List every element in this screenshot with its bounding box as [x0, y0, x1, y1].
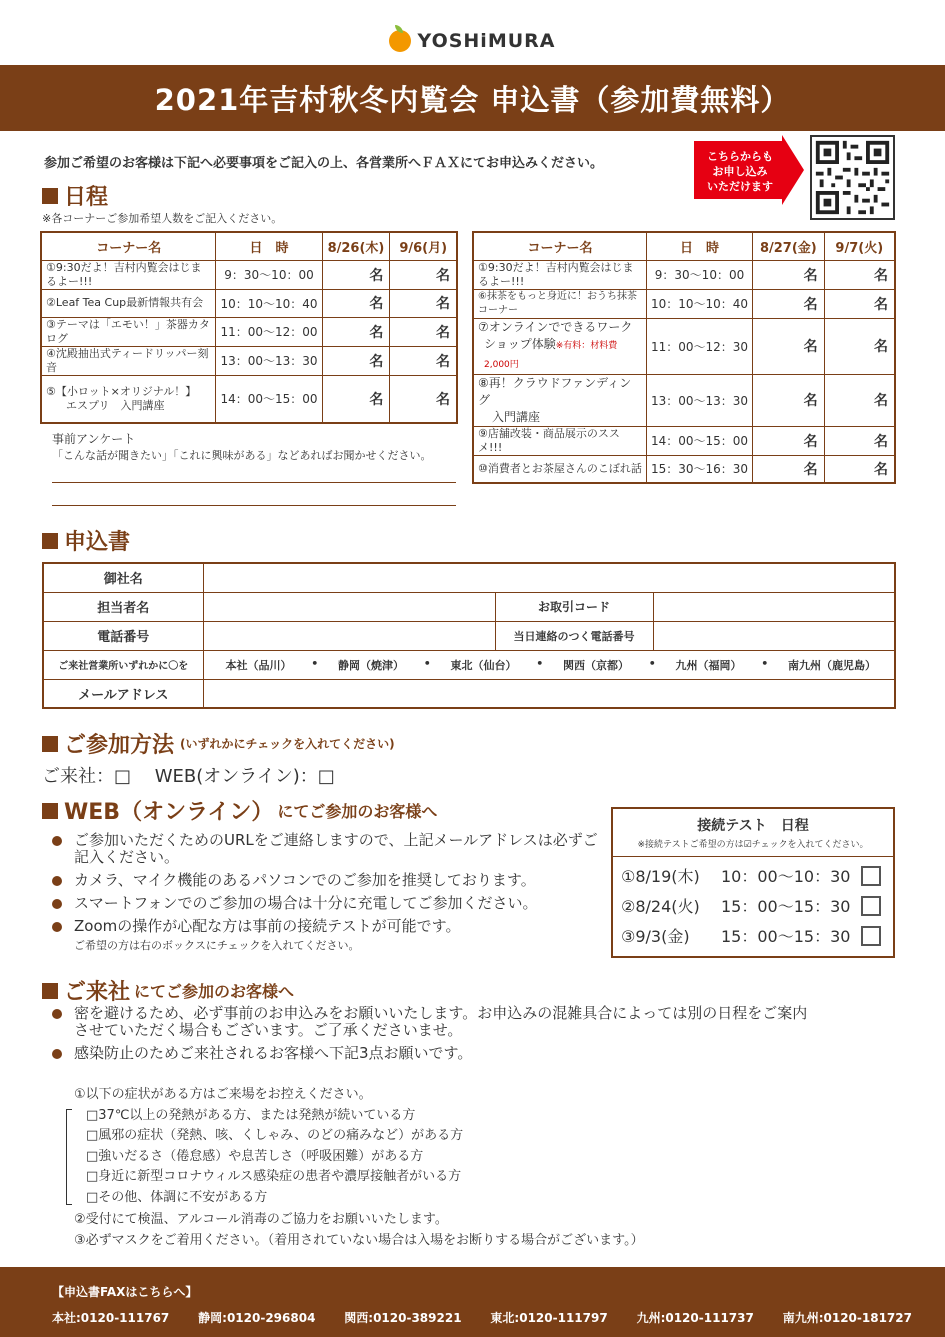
table-row: ②Leaf Tea Cup最新情報共有会 10：10〜10：40 名 名 [41, 289, 457, 317]
bracket-decoration [66, 1109, 72, 1205]
lead-text: 参加ご希望のお客様は下記へ必要事項をご記入の上、各営業所へＦＡＸにてお申込みください。 [44, 156, 604, 171]
table-row: ⑦オンラインでできるワーク ショップ体験※有料：材料費2,000円 11：00〜12：30 名 名 [473, 318, 895, 374]
logo-text: YOSHiMURA [417, 30, 556, 52]
method-options[interactable]: ご来社：□ WEB(オンライン)：□ [42, 766, 335, 787]
count-input[interactable]: 名 [753, 260, 825, 289]
list-item: □風邪の症状（発熱、咳、くしゃみ、のどの痛みなど）がある方 [86, 1128, 464, 1143]
email-field[interactable] [203, 679, 895, 708]
test-title: 接続テスト 日程 [697, 818, 809, 834]
count-input[interactable]: 名 [824, 455, 895, 483]
count-input[interactable]: 名 [390, 317, 457, 346]
table-row: ⑥抹茶をもっと身近に！おうち抹茶コーナー 10：10〜10：40 名 名 [473, 289, 895, 318]
office-option[interactable]: 静岡（焼津） [338, 658, 404, 672]
qr-callout [694, 135, 804, 205]
count-input[interactable]: 名 [753, 374, 825, 426]
count-input[interactable]: 名 [824, 260, 895, 289]
table-row: ①9:30だよ！吉村内覧会はじまるよー!!! 9：30〜10：00 名 名 [41, 260, 457, 289]
table-row: ③テーマは「エモい！」茶器カタログ 11：00〜12：00 名 名 [41, 317, 457, 346]
office-option[interactable]: 東北（仙台） [450, 658, 517, 672]
col-date2: 9/7(火) [824, 232, 895, 260]
count-input[interactable]: 名 [753, 318, 825, 374]
survey-answer-line[interactable] [52, 505, 456, 506]
survey-subtitle: 「こんな話が聞きたい」「これに興味がある」などあればお聞かせください。 [52, 449, 432, 462]
test-checkbox[interactable] [861, 896, 881, 916]
count-input[interactable]: 名 [390, 260, 457, 289]
count-input[interactable]: 名 [390, 346, 457, 375]
list-item: 密を避けるため、必ず事前のお申込みをお願いいたします。お申込みの混雑具合によっては別の日程をご案内させていただく場合もございます。ご了承くださいませ。 [52, 1005, 822, 1039]
page-title: 2021年吉村秋冬内覧会 申込書（参加費無料） [0, 65, 945, 131]
count-input[interactable]: 名 [322, 375, 390, 423]
count-input[interactable]: 名 [322, 317, 390, 346]
fax-number: 本社:0120-111767 [52, 1311, 170, 1325]
test-checkbox[interactable] [861, 866, 881, 886]
connection-test-box [611, 807, 895, 958]
qr-callout-line1: こちらからも [707, 150, 773, 163]
list-item: □強いだるさ（倦怠感）や息苦しさ（呼吸困難）がある方 [86, 1148, 424, 1164]
same-day-phone-field[interactable] [653, 621, 895, 650]
office-option[interactable]: 南九州（鹿児島） [788, 658, 876, 672]
person-label: 担当者名 [43, 592, 203, 621]
table-row: ①9:30だよ！吉村内覧会はじまるよー!!! 9：30〜10：00 名 名 [473, 260, 895, 289]
schedule-note: ※各コーナーご参加希望人数をご記入ください。 [42, 212, 283, 225]
list-item: カメラ、マイク機能のあるパソコンでのご参加を推奨しております。 [52, 872, 607, 889]
code-field[interactable] [653, 592, 895, 621]
office-option[interactable]: 本社（品川） [225, 658, 292, 672]
fax-number: 南九州:0120-181727 [782, 1311, 912, 1325]
count-input[interactable]: 名 [753, 289, 825, 318]
visit-heading: ご来社 にてご参加のお客様へ [42, 975, 294, 1006]
count-input[interactable]: 名 [322, 346, 390, 375]
schedule-heading: 日程 [42, 180, 108, 211]
list-item: Zoomの操作が心配な方は事前の接続テストが可能です。 ご希望の方は右のボックスにチェックを入れてください。 [52, 918, 607, 954]
office-label: ご来社営業所いずれかに〇を [43, 650, 203, 679]
qr-code[interactable] [810, 135, 895, 220]
col-time: 日 時 [216, 232, 322, 260]
office-option[interactable]: 九州（福岡） [675, 658, 742, 672]
list-item: □身近に新型コロナウィルス感染症の患者や濃厚接触者がいる方 [86, 1169, 462, 1184]
same-day-phone-label: 当日連絡のつく電話番号 [495, 621, 653, 650]
count-input[interactable]: 名 [824, 318, 895, 374]
web-instructions [52, 832, 607, 960]
list-item: □その他、体調に不安がある方 [86, 1189, 268, 1205]
count-input[interactable]: 名 [753, 455, 825, 483]
table-row: ⑧再！クラウドファンディング 入門講座 13：00〜13：30 名 名 [473, 374, 895, 426]
list-item: 感染防止のためご来社されるお客様へ下記3点お願いです。 [52, 1045, 822, 1062]
qr-code-icon [812, 137, 893, 218]
person-field[interactable] [203, 592, 495, 621]
footer-title: 【申込書FAXはこちらへ】 [52, 1285, 198, 1299]
count-input[interactable]: 名 [824, 289, 895, 318]
web-heading: WEB（オンライン） にてご参加のお客様へ [42, 795, 437, 826]
method-heading: ご参加方法 (いずれかにチェックを入れてください) [42, 728, 395, 759]
fax-numbers [52, 1309, 912, 1326]
count-input[interactable]: 名 [753, 426, 825, 455]
form-heading: 申込書 [42, 525, 130, 556]
col-date1: 8/26(木) [322, 232, 390, 260]
test-row: ③9/3(金) 15：00〜15：30 [621, 924, 893, 947]
count-input[interactable]: 名 [322, 289, 390, 317]
schedule-table-left [40, 231, 458, 424]
col-date1: 8/27(金) [753, 232, 825, 260]
table-row: ⑨店舗改装・商品展示のススメ!!! 14：00〜15：00 名 名 [473, 426, 895, 455]
qr-callout-line3: いただけます [707, 180, 773, 193]
logo [0, 30, 945, 52]
fax-number: 東北:0120-111797 [490, 1311, 608, 1325]
orange-logo-icon [389, 30, 411, 52]
test-checkbox[interactable] [861, 926, 881, 946]
fax-number: 九州:0120-111737 [636, 1311, 754, 1325]
square-bullet-icon [42, 803, 58, 819]
visit-instructions [52, 1005, 822, 1068]
count-input[interactable]: 名 [824, 374, 895, 426]
col-corner: コーナー名 [41, 232, 216, 260]
email-label: メールアドレス [43, 679, 203, 708]
schedule-table-right [472, 231, 896, 484]
test-note: ※接続テストご希望の方は☑チェックを入れてください。 [613, 837, 893, 857]
qr-callout-line2: お申し込み [712, 165, 768, 178]
table-row: ⑤【小ロット×オリジナル！】 エスプリ 入門講座 14：00〜15：00 名 名 [41, 375, 457, 423]
office-options: 本社（品川） • 静岡（焼津） • 東北（仙台） • 関西（京都） • 九州（福岡） • 南九州（鹿児島） [225, 656, 876, 672]
col-corner: コーナー名 [473, 232, 646, 260]
count-input[interactable]: 名 [390, 289, 457, 317]
list-item: □37℃以上の発熱がある方、または発熱が続いている方 [86, 1107, 416, 1123]
square-bullet-icon [42, 533, 58, 549]
col-date2: 9/6(月) [390, 232, 457, 260]
symptom-list: ①以下の症状がある方はご来場をお控えください。 □37℃以上の発熱がある方、または発熱が続いている方 □風邪の症状（発熱、咳、くしゃみ、のどの痛みなど）がある方 □強いだるさ（倦怠感）や息苦しさ（呼吸困難）がある方 □身近に新型コロナウィルス感染症の患者や濃厚接触者がいる方 □その他、体調に不安がある方 ②受付にて検温、アルコール消毒のご協力をお願いいたします。 ③必ずマスクをご着用ください。（着用されていない場合は入場をお断りする場合がございます。） [74, 1087, 644, 1248]
office-option[interactable]: 関西（京都） [563, 658, 629, 672]
application-form [42, 562, 896, 709]
col-time: 日 時 [646, 232, 752, 260]
table-row: ⑩消費者とお茶屋さんのこぼれ話 15：30〜16：30 名 名 [473, 455, 895, 483]
square-bullet-icon [42, 983, 58, 999]
test-row: ①8/19(木) 10：00〜10：30 [621, 864, 893, 887]
code-label: お取引コード [495, 592, 653, 621]
list-item: スマートフォンでのご参加の場合は十分に充電してご参加ください。 [52, 895, 607, 912]
square-bullet-icon [42, 188, 58, 204]
list-item: ご参加いただくためのURLをご連絡しますので、上記メールアドレスは必ずご記入ください。 [52, 832, 607, 866]
table-row: ④沈殿抽出式ティードリッパー刻音 13：00〜13：30 名 名 [41, 346, 457, 375]
phone-field[interactable] [203, 621, 495, 650]
count-input[interactable]: 名 [390, 375, 457, 423]
survey-title: 事前アンケート [52, 432, 136, 446]
phone-label: 電話番号 [43, 621, 203, 650]
fax-number: 静岡:0120-296804 [198, 1311, 316, 1325]
count-input[interactable]: 名 [322, 260, 390, 289]
company-label: 御社名 [43, 563, 203, 592]
survey-answer-line[interactable] [52, 482, 456, 483]
square-bullet-icon [42, 736, 58, 752]
company-field[interactable] [203, 563, 895, 592]
footer [0, 1267, 945, 1337]
fax-number: 関西:0120-389221 [344, 1311, 462, 1325]
test-row: ②8/24(火) 15：00〜15：30 [621, 894, 893, 917]
count-input[interactable]: 名 [824, 426, 895, 455]
